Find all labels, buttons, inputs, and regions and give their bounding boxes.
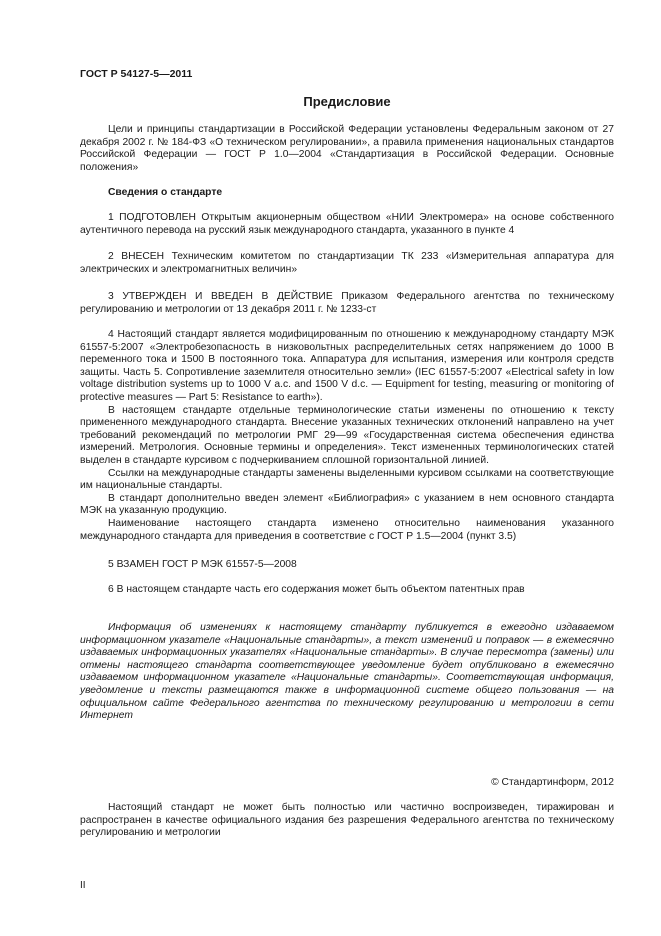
- item-6-paragraph: 6 В настоящем стандарте часть его содержания может быть объектом патентных прав: [108, 584, 525, 595]
- item-4-paragraph-2: В настоящем стандарте отдельные терминологические статьи изменены по отношению к тексту примененного международного стандарта. Внесение указанных технических отклонений направлено на учет требований рекомендаций по метрологии РМГ 29—99 «Государственная система обеспечения единства измерений. Метрология. Основные термины и определения». Текст измененных терминологических статей выделен в стандарте курсивом с подчеркиванием сплошной горизонтальной линией.: [80, 404, 614, 466]
- page-title: Предисловие: [303, 94, 391, 109]
- notice-block: [80, 622, 614, 723]
- item-2-paragraph: 2 ВНЕСЕН Техническим комитетом по стандартизации ТК 233 «Измерительная аппаратура для электрических и электромагнитных величин»: [80, 251, 614, 275]
- item-4-paragraph-5: Наименование настоящего стандарта изменено относительно наименования указанного международного стандарта для приведения в соответствие с ГОСТ Р 1.5—2004 (пункт 3.5): [80, 517, 614, 542]
- item-6-block: [80, 584, 614, 597]
- item-5-paragraph: 5 ВЗАМЕН ГОСТ Р МЭК 61557-5—2008: [108, 559, 297, 570]
- item-4-block: [80, 329, 614, 543]
- item-4-paragraph-3: Ссылки на международные стандарты заменены выделенными курсивом ссылками на соответствующие им национальные стандарты.: [80, 467, 614, 492]
- item-4-paragraph-4: В стандарт дополнительно введен элемент «Библиография» с указанием в нем основного стандарта МЭК на указанную продукцию.: [80, 492, 614, 517]
- item-4-paragraph-1: 4 Настоящий стандарт является модифицированным по отношению к международному стандарту МЭК 61557-5:2007 «Электробезопасность в низковольтных распределительных сетях напряжением до 1000 В переменного тока и 1500 В постоянного тока. Аппаратура для испытания, измерения или контроля средств защиты. Часть 5. Сопротивление заземлителя относительно земли» (IEC 61557-5:2007 «Electrical safety in low voltage distribution systems up to 1000 V a.c. and 1500 V d.c. — Equipment for testing, measuring or monitoring of protective measures — Part 5: Resistance to earth»).: [80, 329, 614, 403]
- intro-block: [80, 124, 614, 174]
- section-subtitle: Сведения о стандарте: [108, 187, 223, 198]
- page-number: II: [80, 880, 86, 891]
- copyright-line: © Стандартинформ, 2012: [491, 777, 614, 788]
- item-1-paragraph: 1 ПОДГОТОВЛЕН Открытым акционерным обществом «НИИ Электромера» на основе собственного аутентичного перевода на русский язык международного стандарта, указанного в пункте 4: [80, 212, 614, 236]
- item-5-block: [80, 559, 614, 572]
- document-header: ГОСТ Р 54127-5—2011: [80, 68, 193, 80]
- reproduction-block: [80, 802, 614, 840]
- item-2-block: [80, 251, 614, 276]
- item-3-paragraph: 3 УТВЕРЖДЕН И ВВЕДЕН В ДЕЙСТВИЕ Приказом Федерального агентства по техническому регулированию и метрологии от 13 декабря 2011 г. № 1233-ст: [80, 291, 614, 315]
- intro-paragraph: Цели и принципы стандартизации в Российской Федерации установлены Федеральным законом от 27 декабря 2002 г. № 184-ФЗ «О техническом регулировании», а правила применения национальных стандартов Российской Федерации — ГОСТ Р 1.0—2004 «Стандартизация в Российской Федерации. Основные положения»: [80, 124, 614, 173]
- reproduction-paragraph: Настоящий стандарт не может быть полностью или частично воспроизведен, тиражирован и распространен в качестве официального издания без разрешения Федерального агентства по техническому регулированию и метрологии: [80, 802, 614, 839]
- item-1-block: [80, 212, 614, 237]
- notice-paragraph: Информация об изменениях к настоящему стандарту публикуется в ежегодно издаваемом информационном указателе «Национальные стандарты», а текст изменений и поправок — в ежемесячно издаваемых информационных указателях «Национальные стандарты». В случае пересмотра (замены) или отмены настоящего стандарта соответствующее уведомление будет опубликовано в ежемесячно издаваемом информационном указателе «Национальные стандарты». Соответствующая информация, уведомление и тексты размещаются также в информационной системе общего пользования — на официальном сайте Федерального агентства по техническому регулированию и метрологии в сети Интернет: [80, 622, 614, 722]
- item-3-block: [80, 291, 614, 316]
